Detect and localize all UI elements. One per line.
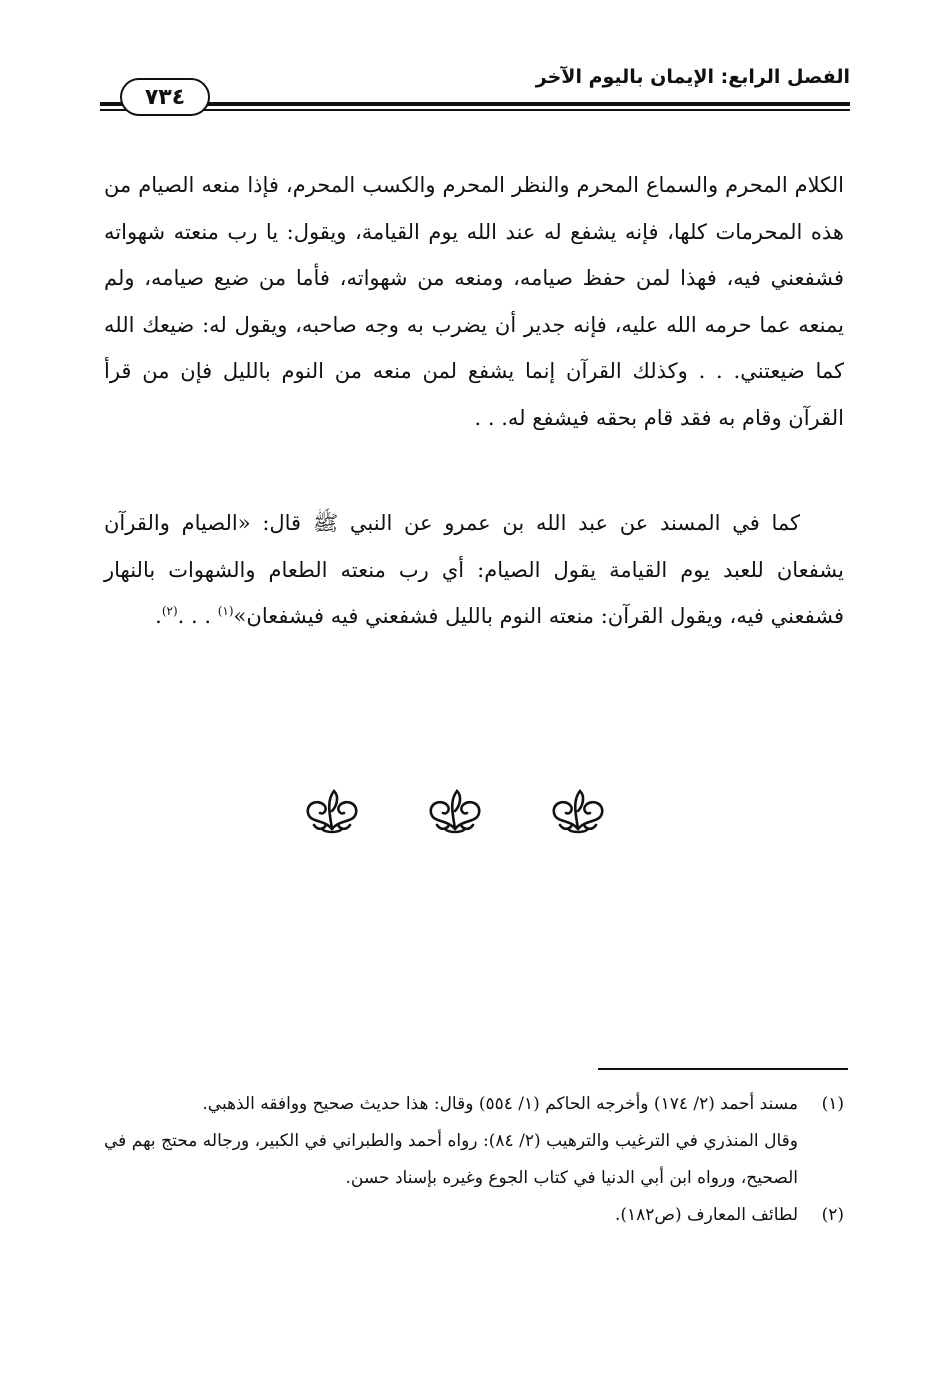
footnote-2	[104, 1197, 844, 1234]
header-rule-thick	[100, 102, 850, 106]
page-header	[100, 62, 850, 122]
footnote-separator	[598, 1068, 848, 1070]
header-rule-thin	[100, 109, 850, 111]
footnote-1-continuation: وقال المنذري في الترغيب والترهيب (٢/ ٨٤): رواه أحمد والطبراني في الكبير، ورجاله محتج بهم في الصحيح، ورواه ابن أبي الدنيا في كتاب الجوع وغيره بإسناد حسن.	[104, 1131, 798, 1188]
floral-ornament-icon	[546, 785, 610, 837]
footnote-text: لطائف المعارف (ص١٨٢).	[614, 1205, 798, 1225]
footnotes	[104, 1086, 844, 1234]
page-number: ٧٣٤	[120, 78, 210, 116]
body-paragraph-1: الكلام المحرم والسماع المحرم والنظر المحرم والكسب المحرم، فإذا منعه الصيام من هذه المحرمات كلها، فإنه يشفع له عند الله يوم القيامة، ويقول: يا رب منعته شهواته فشفعني فيه، فهذا لمن حفظ صيامه، ومنعه من شهواته، فأما من ضيع صيامه، ولم يمنعه عما حرمه الله عليه، فإنه جدير أن يضرب به وجه صاحبه، ويقول له: ضيعك الله كما ضيعتني. . . وكذلك القرآن إنما يشفع لمن منعه من النوم بالليل فإن من قرأ القرآن وقام به فقد قام بحقه فيشفع له. . .	[104, 173, 844, 430]
footnote-text: مسند أحمد (٢/ ١٧٤) وأخرجه الحاكم (١/ ٥٥٤) وقال: هذا حديث صحيح ووافقه الذهبي.	[202, 1094, 798, 1114]
paragraph-end: .	[155, 604, 162, 628]
footnote-ref-2: (٢)	[161, 604, 178, 618]
footnote-number: (٢)	[821, 1205, 844, 1225]
footnote-number: (١)	[821, 1094, 844, 1114]
floral-ornament-icon	[300, 785, 364, 837]
footnote-1	[104, 1086, 844, 1123]
paragraph-2-text: كما في المسند عن عبد الله بن عمرو عن النبي ﷺ قال: «الصيام والقرآن يشفعان للعبد يوم القيامة يقول الصيام: أي رب منعته الطعام والشهوات بالنهار فشفعني فيه، ويقول القرآن: منعته النوم بالليل فشفعني فيه فيشفعان»	[104, 511, 844, 628]
footnote-ref-1: (١)	[217, 604, 234, 618]
section-divider-ornaments	[300, 785, 610, 840]
chapter-title: الفصل الرابع: الإيمان باليوم الآخر	[535, 66, 850, 88]
floral-ornament-icon	[423, 785, 487, 837]
body-paragraph-2	[104, 500, 844, 640]
ellipsis: . . .	[177, 604, 218, 628]
